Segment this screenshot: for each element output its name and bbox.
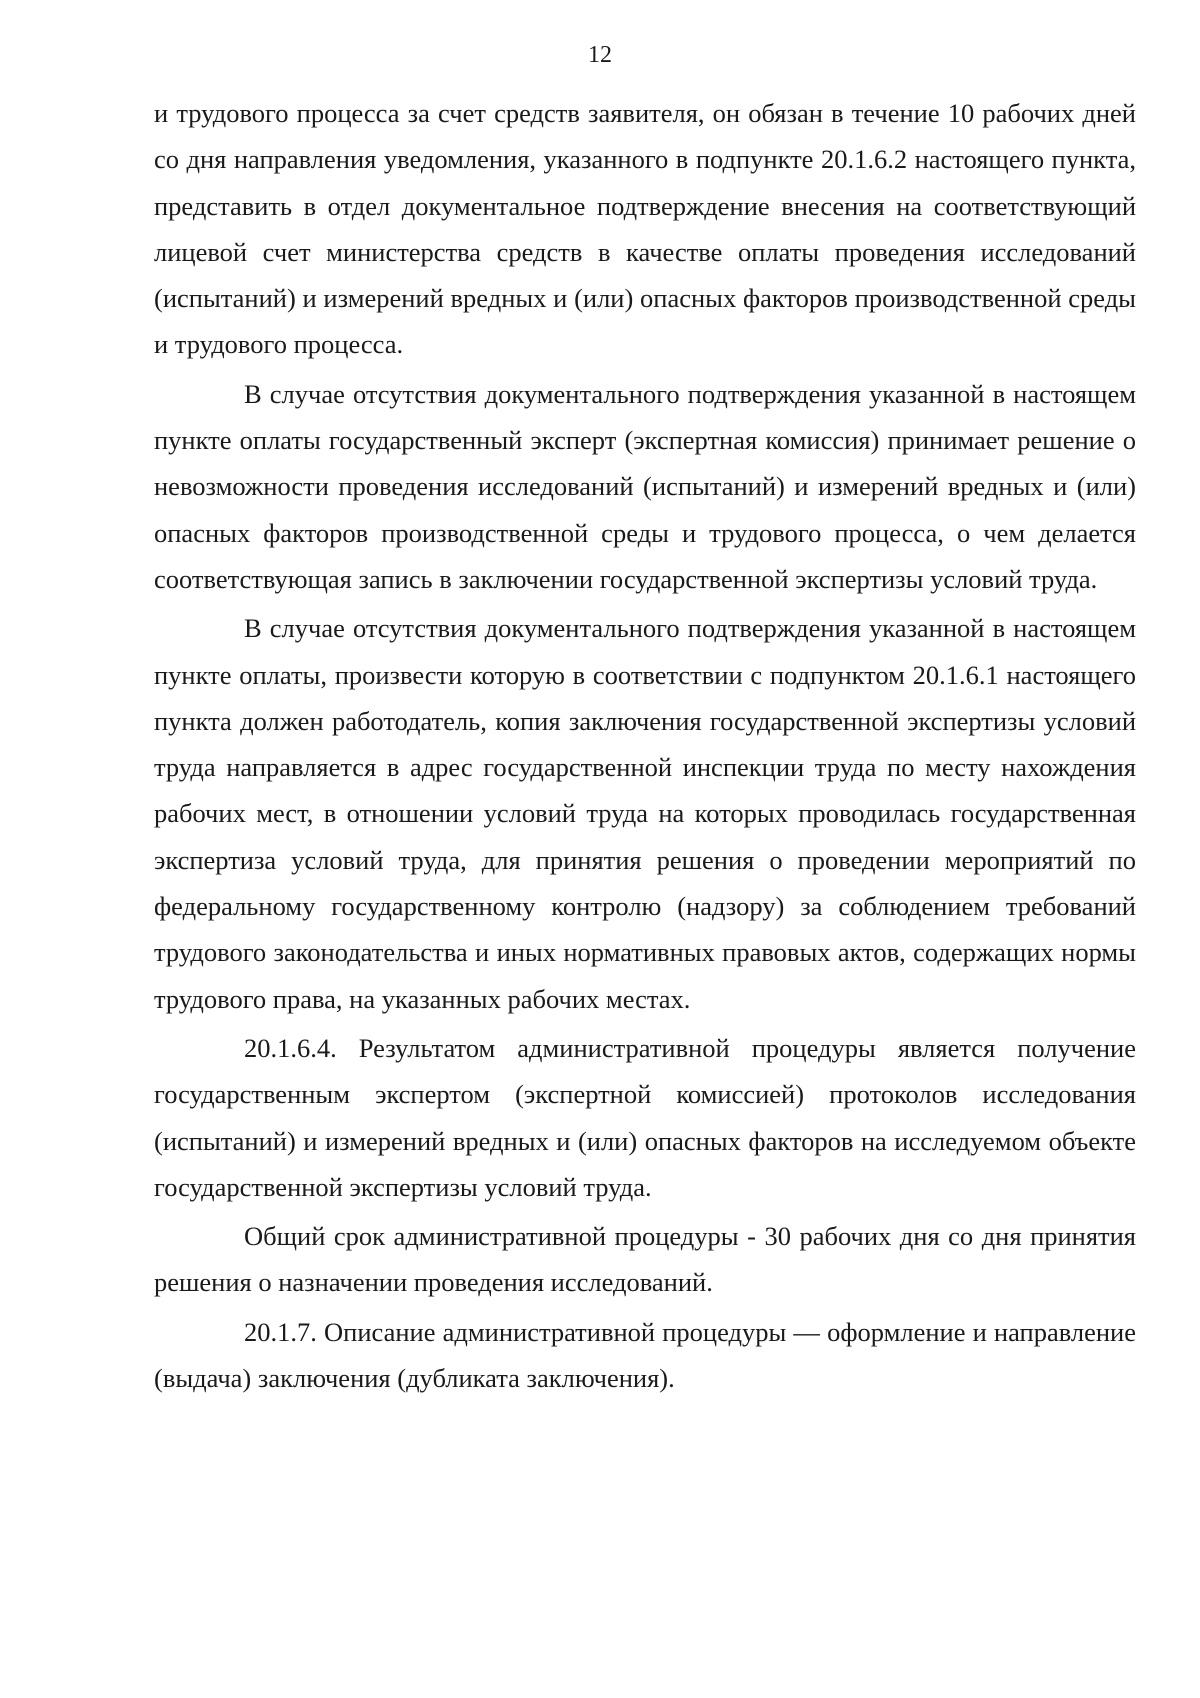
paragraph-20-1-7-description: 20.1.7. Описание административной процедуры — оформление и направление (выдача) заключения (дубликата заключения).: [154, 1316, 1136, 1394]
paragraph-result-20-1-6-4: 20.1.6.4. Результатом административной процедуры является получение государственным экспертом (экспертной комиссией) протоколов исследования (испытаний) и измерений вредных и (или) опасных факторов на исследуемом объекте государственной экспертизы условий труда.: [154, 1032, 1136, 1202]
document-body: [154, 90, 1136, 1401]
paragraph-no-payment-decision: В случае отсутствия документального подтверждения указанной в настоящем пункте оплаты государственный эксперт (экспертная комиссия) принимает решение о невозможности проведения исследований (испытаний) и измерений вредных и (или) опасных факторов производственной среды и трудового процесса, о чем делается соответствующая запись в заключении государственной экспертизы условий труда.: [154, 378, 1136, 594]
paragraph-total-term: Общий срок административной процедуры - 30 рабочих дня со дня принятия решения о назначении проведения исследований.: [154, 1221, 1136, 1298]
paragraph-continuation: и трудового процесса за счет средств заявителя, он обязан в течение 10 рабочих дней со дня направления уведомления, указанного в подпункте 20.1.6.2 настоящего пункта, представить в отдел документальное подтверждение внесения на соответствующий лицевой счет министерства средств в качестве оплаты проведения исследований (испытаний) и измерений вредных и (или) опасных факторов производственной среды и трудового процесса.: [154, 98, 1136, 360]
page-number: 12: [588, 42, 612, 68]
paragraph-no-payment-inspection: В случае отсутствия документального подтверждения указанной в настоящем пункте оплаты, произвести которую в соответствии с подпунктом 20.1.6.1 настоящего пункта должен работодатель, копия заключения государственной экспертизы условий труда направляется в адрес государственной инспекции труда по месту нахождения рабочих мест, в отношении условий труда на которых проводилась государственная экспертиза условий труда, для принятия решения о проведении мероприятий по федеральному государственному контролю (надзору) за соблюдением требований трудового законодательства и иных нормативных правовых актов, содержащих нормы трудового права, на указанных рабочих местах.: [154, 613, 1136, 1014]
